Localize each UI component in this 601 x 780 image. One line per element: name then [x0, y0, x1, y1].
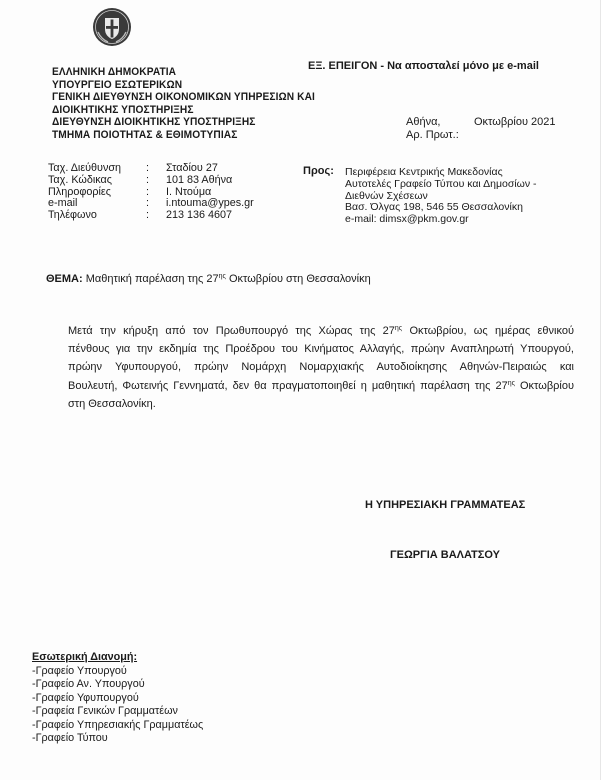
contact-label: Πληροφορίες	[48, 185, 111, 198]
ordinal-suffix: ης	[218, 273, 226, 280]
subject-label: ΘΕΜΑ:	[46, 273, 83, 285]
distribution-item: -Γραφείο Υφυπουργού	[32, 691, 139, 704]
protocol-number-label: Αρ. Πρωτ.:	[406, 129, 459, 141]
org-line: ΔΙΟΙΚΗΤΙΚΗΣ ΥΠΟΣΤΗΡΙΞΗΣ	[52, 103, 194, 116]
recipient-email: e-mail: dimsx@pkm.gov.gr	[345, 213, 469, 226]
subject-text-end: Οκτωβρίου στη Θεσσαλονίκη	[225, 273, 371, 285]
greek-coat-of-arms-icon	[92, 6, 132, 48]
internal-distribution	[32, 651, 203, 746]
city: Αθήνα,	[406, 116, 441, 128]
signatory-name: ΓΕΩΡΓΙΑ ΒΑΛΑΤΣΟΥ	[390, 549, 500, 561]
recipient-address	[345, 167, 537, 226]
urgency-note: ΕΞ. ΕΠΕΙΓΟΝ - Να αποσταλεί μόνο με e-mail	[308, 60, 539, 72]
separator: :	[146, 173, 149, 186]
signatory-title: Η ΥΠΗΡΕΣΙΑΚΗ ΓΡΑΜΜΑΤΕΑΣ	[365, 499, 526, 511]
issuing-authority	[52, 66, 315, 142]
org-line: ΥΠΟΥΡΓΕΙΟ ΕΣΩΤΕΡΙΚΩΝ	[52, 78, 183, 91]
separator: :	[146, 185, 149, 198]
distribution-item: -Γραφείο Αν. Υπουργού	[32, 678, 145, 690]
distribution-item: -Γραφείο Υπουργού	[32, 664, 127, 677]
body-line: στη Θεσσαλονίκη.	[68, 397, 156, 410]
sender-contact-details	[48, 163, 254, 222]
contact-label: Ταχ. Διεύθυνση	[48, 162, 122, 174]
contact-label: e-mail	[48, 197, 78, 210]
ordinal-suffix: ης	[394, 325, 403, 332]
contact-label: Τηλέφωνο	[48, 209, 97, 222]
recipient-line: Διεθνών Σχέσεων	[345, 189, 428, 202]
body-text: Οκτωβρίου	[515, 379, 574, 392]
separator: :	[146, 197, 149, 210]
org-line: ΔΙΕΥΘΥΝΣΗ ΔΙΟΙΚΗΤΙΚΗΣ ΥΠΟΣΤΗΡΙΞΗΣ	[52, 116, 256, 129]
date: Οκτωβρίου 2021	[474, 116, 556, 128]
letter-body	[68, 322, 574, 413]
distribution-item: -Γραφείο Υπηρεσιακής Γραμματέως	[32, 718, 204, 731]
distribution-title: Εσωτερική Διανομή:	[32, 651, 138, 663]
org-line: ΤΜΗΜΑ ΠΟΙΟΤΗΤΑΣ & ΕΘΙΜΟΤΥΠΙΑΣ	[52, 128, 238, 141]
contact-value: Σταδίου 27	[166, 162, 218, 174]
contact-row	[48, 175, 254, 187]
recipient-line: Βασ. Όλγας 198, 546 55 Θεσσαλονίκη	[345, 201, 523, 214]
org-line: ΓΕΝΙΚΗ ΔΙΕΥΘΥΝΣΗ ΟΙΚΟΝΟΜΙΚΩΝ ΥΠΗΡΕΣΙΩΝ ΚΑΙ	[52, 91, 315, 104]
separator: :	[146, 209, 149, 222]
body-line: πένθους για την εκδημία της Προέδρου του Κινήματος Αλλαγής, πρώην Αναπληρωτή Υπουργού,	[68, 343, 574, 356]
subject-text: Μαθητική παρέλαση της 27	[82, 273, 219, 285]
place-date-block	[406, 116, 556, 142]
body-text: Οκτωβρίου, ως ημέρας εθνικού	[402, 325, 574, 337]
org-line: ΕΛΛΗΝΙΚΗ ΔΗΜΟΚΡΑΤΙΑ	[52, 66, 177, 78]
distribution-item: -Γραφεία Γενικών Γραμματέων	[32, 705, 178, 717]
distribution-item: -Γραφείο Τύπου	[32, 732, 108, 744]
contact-value: Ι. Ντούμα	[166, 185, 212, 198]
recipient-line: Περιφέρεια Κεντρικής Μακεδονίας	[345, 166, 503, 178]
body-text: Μετά την κήρυξη από τον Πρωθυπουργό της Χώρας της 27	[68, 325, 395, 337]
body-line: πρώην Υφυπουργού, πρώην Νομάρχη Νομαρχιακής Αυτοδιοίκησης Αθηνών-Πειραιώς και	[68, 361, 574, 374]
contact-label: Ταχ. Κώδικας	[48, 173, 112, 186]
subject-line	[46, 273, 371, 285]
contact-value: 101 83 Αθήνα	[166, 173, 233, 186]
ordinal-suffix: ης	[507, 379, 515, 387]
contact-phone: 213 136 4607	[166, 209, 233, 222]
body-line	[68, 322, 574, 340]
contact-row	[48, 210, 254, 222]
body-line	[68, 377, 574, 395]
separator: :	[146, 162, 149, 174]
recipient-label: Προς:	[303, 165, 334, 177]
body-text: Βουλευτή, Φωτεινής Γεννηματά, δεν θα πραγματοποιηθεί η μαθητική παρέλαση της 27	[68, 379, 508, 392]
recipient-line: Αυτοτελές Γραφείο Τύπου και Δημοσίων -	[345, 177, 537, 190]
contact-email: i.ntouma@ypes.gr	[166, 197, 254, 210]
